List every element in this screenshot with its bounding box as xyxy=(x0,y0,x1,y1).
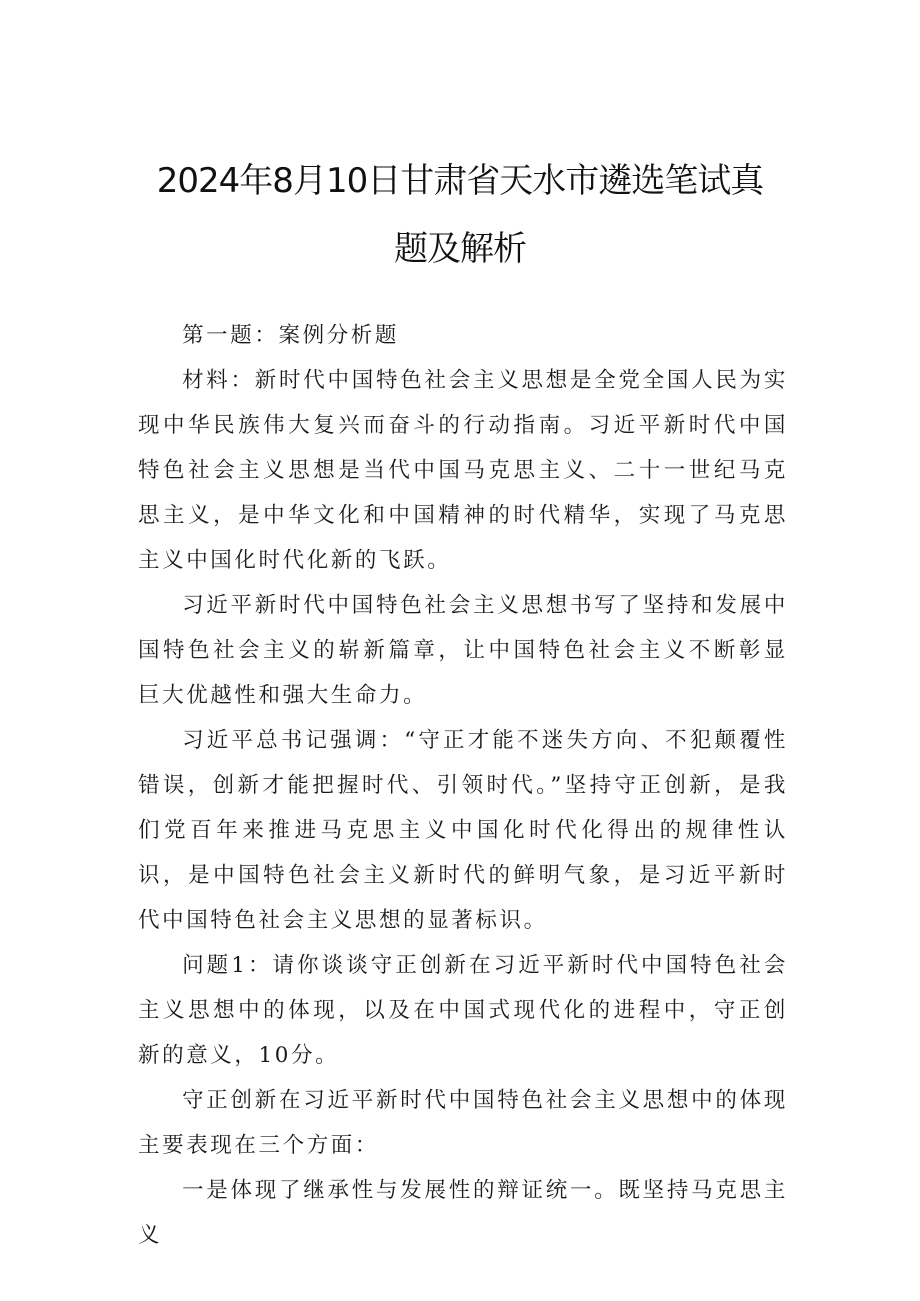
paragraph: 习近平新时代中国特色社会主义思想书写了坚持和发展中国特色社会主义的崭新篇章，让中国特色社会主义不断彰显巨大优越性和强大生命力。 xyxy=(138,593,788,708)
answer-intro: 守正创新在习近平新时代中国特色社会主义思想中的体现主要表现在三个方面： xyxy=(138,1088,788,1158)
paragraph-material: 材料：新时代中国特色社会主义思想是全党全国人民为实现中华民族伟大复兴而奋斗的行动指南。习近平新时代中国特色社会主义思想是当代中国马克思主义、二十一世纪马克思主义，是中华文化和中国精神的时代精华，实现了马克思主义中国化时代化新的飞跃。 xyxy=(138,368,788,573)
document-title-line-1: 2024年8月10日甘肃省天水市遴选笔试真 xyxy=(156,161,764,201)
document-title-line-2: 题及解析 xyxy=(394,229,526,269)
section-heading: 第一题：案例分析题 xyxy=(182,323,399,348)
paragraph-quote: 习近平总书记强调：“守正才能不迷失方向、不犯颠覆性错误，创新才能把握时代、引领时代。”坚持守正创新，是我们党百年来推进马克思主义中国化时代化得出的规律性认识，是中国特色社会主义新时代的鲜明气象，是习近平新时代中国特色社会主义思想的显著标识。 xyxy=(138,728,788,933)
question-1: 问题1：请你谈谈守正创新在习近平新时代中国特色社会主义思想中的体现，以及在中国式现代化的进程中，守正创新的意义，10分。 xyxy=(138,953,788,1068)
answer-point-1: 一是体现了继承性与发展性的辩证统一。既坚持马克思主义 xyxy=(138,1178,788,1248)
document-body xyxy=(138,313,788,1258)
